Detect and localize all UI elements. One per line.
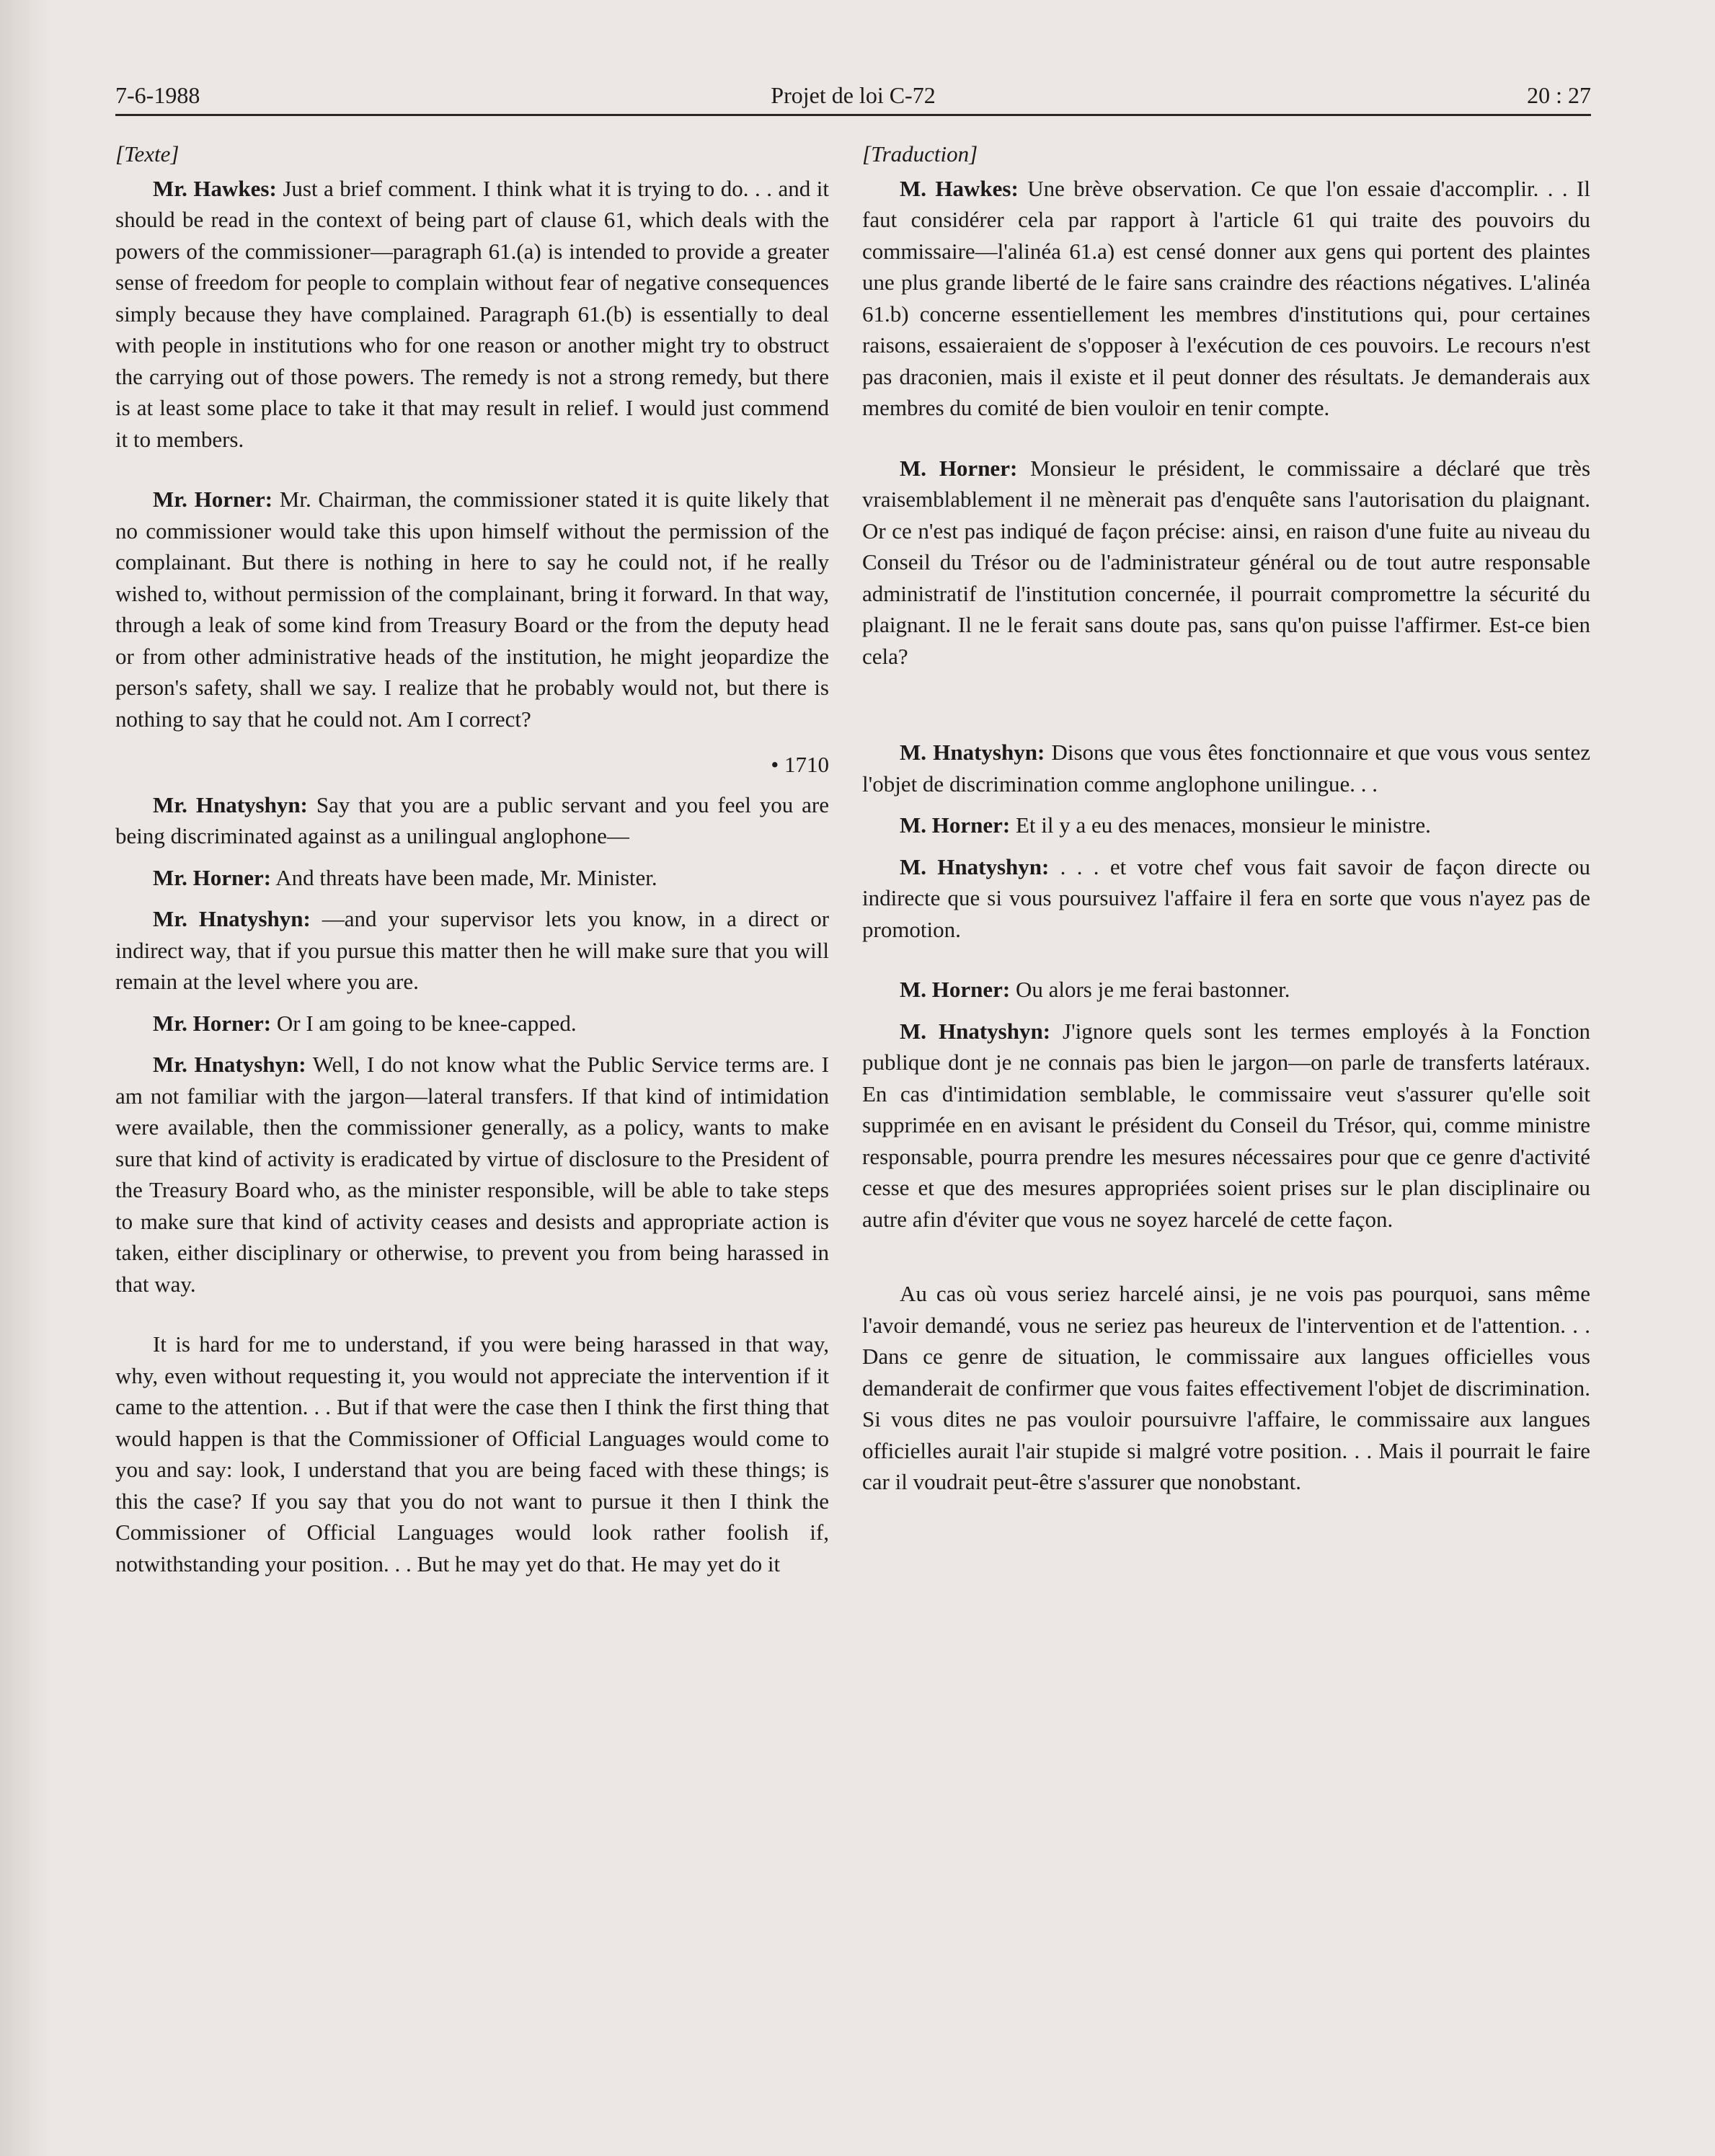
speaker-name: M. Hnatyshyn: (900, 853, 1050, 879)
timestamp: • 1710 (771, 752, 829, 777)
speech-text: Une brève observation. Ce que l'on essaie d'accomplir. . . Il faut considérer cela par rapport à l'article 61 qui traite des pouvoirs du commissaire—l'alinéa 61.a) est censé donner aux gens qui portent des plaintes une plus grande liberté de le faire sans craindre des réactions négatives. L'alinéa 61.b) concerne essentiellement les membres d'institutions qui, pour certaines raisons, essaieraient de s'opposer à l'exécution de ces pouvoirs. Le recours n'est pas draconien, mais il existe et il peut donner des résultats. Je demanderais aux membres du comité de bien vouloir en tenir compte. (862, 175, 1590, 420)
speech-text: . . . et votre chef vous fait savoir de façon directe ou indirecte que si vous poursuivez l'affaire il fera en sorte que vous n'ayez pas de promotion. (862, 853, 1591, 942)
speech-text: —and your supervisor lets you know, in a direct or indirect way, that if you pursue this matter then he will make sure that you will remain at the level where you are. (115, 906, 830, 994)
paragraph-hnatyshyn (115, 1049, 829, 1300)
speech-text: Au cas où vous seriez harcelé ainsi, je ne vois pas pourquoi, sans même l'avoir demandé, vous ne seriez pas heureux de l'intervention et de l'attention. . . Dans ce genre de situation, le commissaire aux langues officielles vous demanderait de confirmer que vous faites effectivement l'objet de discrimination. Si vous dites ne pas vouloir poursuivre l'affaire, le commissaire aux langues officielles aurait l'air stupide si malgré votre position. . . Mais il pourrait le faire car il voudrait peut-être s'assurer que nonobstant. (862, 1281, 1590, 1494)
english-column (115, 138, 829, 1589)
speaker-name: Mr. Hnatyshyn: (153, 906, 311, 931)
french-column (862, 138, 1590, 1508)
page-edge-shadow (0, 0, 50, 2156)
speech-text: And threats have been made, Mr. Minister. (275, 864, 657, 890)
speech-text: Disons que vous êtes fonctionnaire et que vous vous sentez l'objet de discrimination comme anglophone unilingue. . . (862, 740, 1590, 797)
speaker-name: M. Hnatyshyn: (900, 740, 1045, 765)
speaker-name: Mr. Horner: (153, 864, 272, 890)
paragraph-hawkes (862, 173, 1590, 424)
speaker-name: M. Horner: (900, 455, 1018, 481)
speaker-name: Mr. Hnatyshyn: (153, 1052, 306, 1077)
speech-text: Ou alors je me ferai bastonner. (1015, 977, 1290, 1002)
header-page-number: 20 : 27 (1527, 82, 1591, 108)
paragraph-horner (115, 1008, 829, 1039)
paragraph-horner (115, 862, 829, 894)
paragraph-continuation (115, 1328, 829, 1579)
speech-text: Et il y a eu des menaces, monsieur le ministre. (1015, 812, 1431, 838)
speaker-name: Mr. Hnatyshyn: (153, 791, 308, 817)
paragraph-horner (862, 809, 1590, 841)
paragraph-hnatyshyn (862, 851, 1590, 946)
paragraph-continuation (862, 1278, 1590, 1498)
paragraph-hnatyshyn (862, 1016, 1590, 1236)
speech-text: J'ignore quels sont les termes employés à la Fonction publique dont je ne connais pas bien le jargon—on parle de transferts latéraux. En cas d'intimidation semblable, le commissaire veut s'assurer qu'elle soit supprimée en en avisant le président du Conseil du Trésor, qui, comme ministre responsable, pourra prendre les mesures nécessaires pour que ce genre d'activité cesse et que des mesures appropriées soient prises sur le plan disciplinaire ou autre afin d'éviter que vous ne soyez harcelé de cette façon. (862, 1018, 1590, 1232)
speaker-name: Mr. Hawkes: (153, 175, 277, 201)
paragraph-hawkes (115, 173, 829, 456)
header-title: Projet de loi C-72 (771, 82, 936, 108)
paragraph-hnatyshyn (115, 789, 829, 852)
column-tag-texte: [Texte] (115, 141, 180, 167)
paragraph-horner (862, 453, 1590, 673)
speaker-name: M. Hawkes: (900, 175, 1019, 201)
speaker-name: M. Horner: (900, 977, 1011, 1002)
header-rule (115, 114, 1591, 116)
paragraph-horner (862, 974, 1590, 1006)
speaker-name: Mr. Horner: (153, 487, 273, 512)
speech-text: Or I am going to be knee-capped. (276, 1010, 577, 1036)
speech-text: Monsieur le président, le commissaire a déclaré que très vraisemblablement il ne mènerait pas d'enquête sans l'autorisation du plaignant. Or ce n'est pas indiqué de façon précise: ainsi, en raison d'une fuite au niveau du Conseil du Trésor ou de l'administrateur général ou de tout autre responsable administratif de l'institution concernée, il pourrait compromettre la sécurité du plaignant. Il ne le ferait sans doute pas, sans qu'on puisse l'affirmer. Est-ce bien cela? (862, 455, 1591, 669)
speech-text: Say that you are a public servant and you feel you are being discriminated against as a unilingual anglophone— (115, 791, 830, 848)
speaker-name: Mr. Horner: (153, 1010, 272, 1036)
paragraph-hnatyshyn (862, 737, 1590, 799)
page-header (115, 79, 1591, 117)
paragraph-hnatyshyn (115, 903, 829, 998)
speaker-name: M. Hnatyshyn: (900, 1018, 1051, 1044)
speaker-name: M. Horner: (900, 812, 1011, 838)
speech-text: Mr. Chairman, the commissioner stated it is quite likely that no commissioner would take this upon himself without the permission of the complainant. But there is nothing in here to say he could not, if he really wished to, without permission of the complainant, bring it forward. In that way, through a leak of some kind from Treasury Board or the from the deputy head or from other administrative heads of the institution, he might jeopardize the person's safety, shall we say. I realize that he probably would not, but there is nothing to say that he could not. Am I correct? (115, 487, 829, 732)
header-date: 7-6-1988 (115, 82, 200, 108)
speech-text: It is hard for me to understand, if you were being harassed in that way, why, even without requesting it, you would not appreciate the intervention if it came to the attention. . . But if that were the case then I think the first thing that would happen is that the Commissioner of Official Languages would come to you and say: look, I understand that you are being faced with these things; is this the case? If you say that you do not want to pursue it then I think the Commissioner of Official Languages would look rather foolish if, notwithstanding your position. . . But he may yet do that. He may yet do it (115, 1331, 829, 1576)
paragraph-horner (115, 484, 829, 735)
speech-text: Well, I do not know what the Public Service terms are. I am not familiar with the jargon—lateral transfers. If that kind of intimidation were available, then the commissioner generally, as a policy, wants to make sure that kind of activity is eradicated by virtue of disclosure to the President of the Treasury Board who, as the minister responsible, will be able to take steps to make sure that kind of activity ceases and desists and appropriate action is taken, either disciplinary or otherwise, to prevent you from being harassed in that way. (115, 1052, 830, 1297)
column-tag-traduction: [Traduction] (862, 141, 978, 167)
speech-text: Just a brief comment. I think what it is trying to do. . . and it should be read in the context of being part of clause 61, which deals with the powers of the commissioner—paragraph 61.(a) is intended to provide a greater sense of freedom for people to complain without fear of negative consequences simply because they have complained. Paragraph 61.(b) is essentially to deal with people in institutions who for one reason or another might try to obstruct the carrying out of those powers. The remedy is not a strong remedy, but there is at least some place to take it that may result in relief. I would just commend it to members. (115, 175, 830, 452)
